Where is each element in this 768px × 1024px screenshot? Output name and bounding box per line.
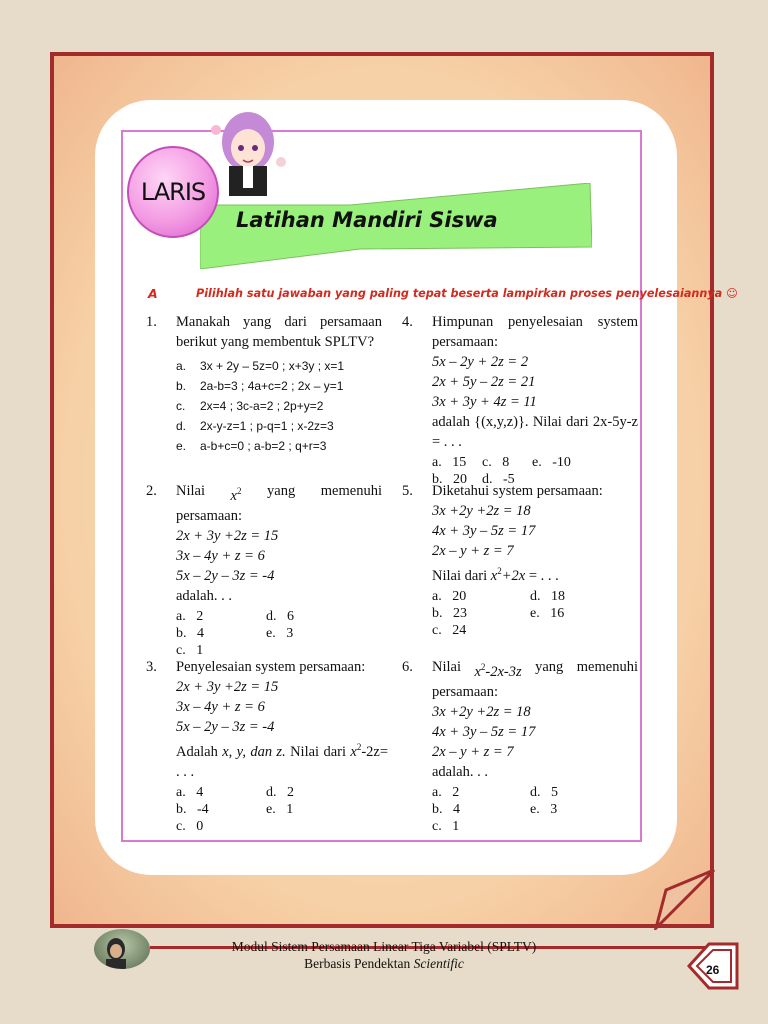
question-tail: adalah. . .	[432, 763, 488, 780]
section-letter: A	[148, 286, 158, 301]
options-list	[432, 588, 638, 639]
instruction-text: Pilihlah satu jawaban yang paling tepat beserta lampirkan proses penyelesaiannya ☺	[196, 287, 738, 300]
option: a. 2	[432, 784, 460, 800]
option: e. 1	[266, 801, 294, 817]
options-list	[176, 356, 382, 456]
question-number: 3.	[146, 659, 157, 675]
footer-line-2: Berbasis Pendektan Scientific	[304, 956, 464, 971]
equation: 2x + 3y +2z = 15	[176, 527, 279, 544]
option: b. 20	[432, 472, 467, 487]
option: b. 23	[432, 605, 467, 621]
question-number: 4.	[402, 314, 413, 330]
option: e. 3	[530, 801, 558, 817]
question-tail: Nilai dari $x^2+2x$ = . . .	[432, 566, 559, 584]
equation: 3x +2y +2z = 18	[432, 703, 531, 720]
question-text: Manakah yang dari persamaan berikut yang membentuk SPLTV?	[176, 314, 382, 350]
option: a. 2	[176, 608, 204, 624]
option: d. 5	[530, 784, 558, 800]
option: a. 4	[176, 784, 204, 800]
option: c. 24	[432, 622, 467, 638]
option: e. -10	[532, 455, 571, 470]
question-tail: adalah {(x,y,z)}. Nilai dari 2x-5y-z = . . .	[432, 414, 638, 450]
equation: 3x – 4y + z = 6	[176, 547, 265, 564]
option: d. -5	[482, 472, 515, 487]
option: b. -4	[176, 801, 209, 817]
equation: 3x +2y +2z = 18	[432, 503, 531, 519]
option: d. 2x-y-z=1 ; p-q=1 ; x-2z=3	[176, 419, 334, 433]
option: e. 3	[266, 625, 294, 641]
banner-title: Latihan Mandiri Siswa	[236, 208, 498, 232]
options-list	[176, 608, 382, 659]
laris-badge: LARIS	[127, 146, 219, 238]
option: e. a-b+c=0 ; a-b=2 ; q+r=3	[176, 439, 327, 453]
option: a. 15	[432, 455, 467, 470]
equation: 4x + 3y – 5z = 17	[432, 523, 536, 539]
equation: 5x – 2y + 2z = 2	[432, 354, 529, 370]
option: d. 2	[266, 784, 294, 800]
equation: 2x + 3y +2z = 15	[176, 679, 279, 695]
equation: 3x + 3y + 4z = 11	[432, 394, 537, 410]
option: a. 20	[432, 588, 467, 604]
option: c. 1	[176, 642, 204, 658]
option: c. 0	[176, 818, 204, 834]
question-text: Penyelesaian system persamaan:	[176, 659, 366, 675]
option: b. 4	[432, 801, 460, 817]
equation: 3x – 4y + z = 6	[176, 699, 265, 715]
option: d. 18	[530, 588, 565, 604]
option: d. 6	[266, 608, 294, 624]
option: c. 8	[482, 455, 510, 470]
question-tail: Adalah x, y, dan z. Nilai dari $x^2-2z=$ . . .	[176, 742, 389, 780]
question-text: Diketahui system persamaan:	[432, 483, 603, 499]
equation: 2x + 5y – 2z = 21	[432, 374, 536, 390]
options-list	[432, 784, 638, 835]
equation: 5x – 2y – 3z = -4	[176, 567, 275, 584]
question-text: Himpunan penyelesaian system persamaan:	[432, 314, 638, 350]
page-curl	[652, 868, 716, 930]
equation: 4x + 3y – 5z = 17	[432, 723, 536, 740]
page-number: 26	[706, 963, 720, 977]
question-number: 1.	[146, 314, 157, 330]
equation: 2x – y + z = 7	[432, 743, 514, 760]
equation: 2x – y + z = 7	[432, 543, 514, 559]
option: b. 4	[176, 625, 204, 641]
option: c. 1	[432, 818, 460, 834]
question-number: 2.	[146, 483, 157, 499]
equation: 5x – 2y – 3z = -4	[176, 719, 275, 735]
question-number: 5.	[402, 483, 413, 499]
option: c. 2x=4 ; 3c-a=2 ; 2p+y=2	[176, 399, 324, 413]
option: e. 16	[530, 605, 565, 621]
question-text: Nilai $x^2$ yang memenuhi	[176, 483, 382, 504]
question-text: Nilai $x^2-2x-3z$ yang memenuhi	[432, 659, 638, 680]
footer-line-1: Modul Sistem Persamaan Linear Tiga Variabel (SPLTV)	[231, 939, 537, 954]
footer	[0, 938, 768, 972]
question-tail: adalah. . .	[176, 587, 232, 604]
option: a. 3x + 2y – 5z=0 ; x+3y ; x=1	[176, 359, 345, 373]
options-list	[176, 784, 388, 835]
question-number: 6.	[402, 659, 413, 675]
option: b. 2a-b=3 ; 4a+c=2 ; 2x – y=1	[176, 379, 344, 393]
